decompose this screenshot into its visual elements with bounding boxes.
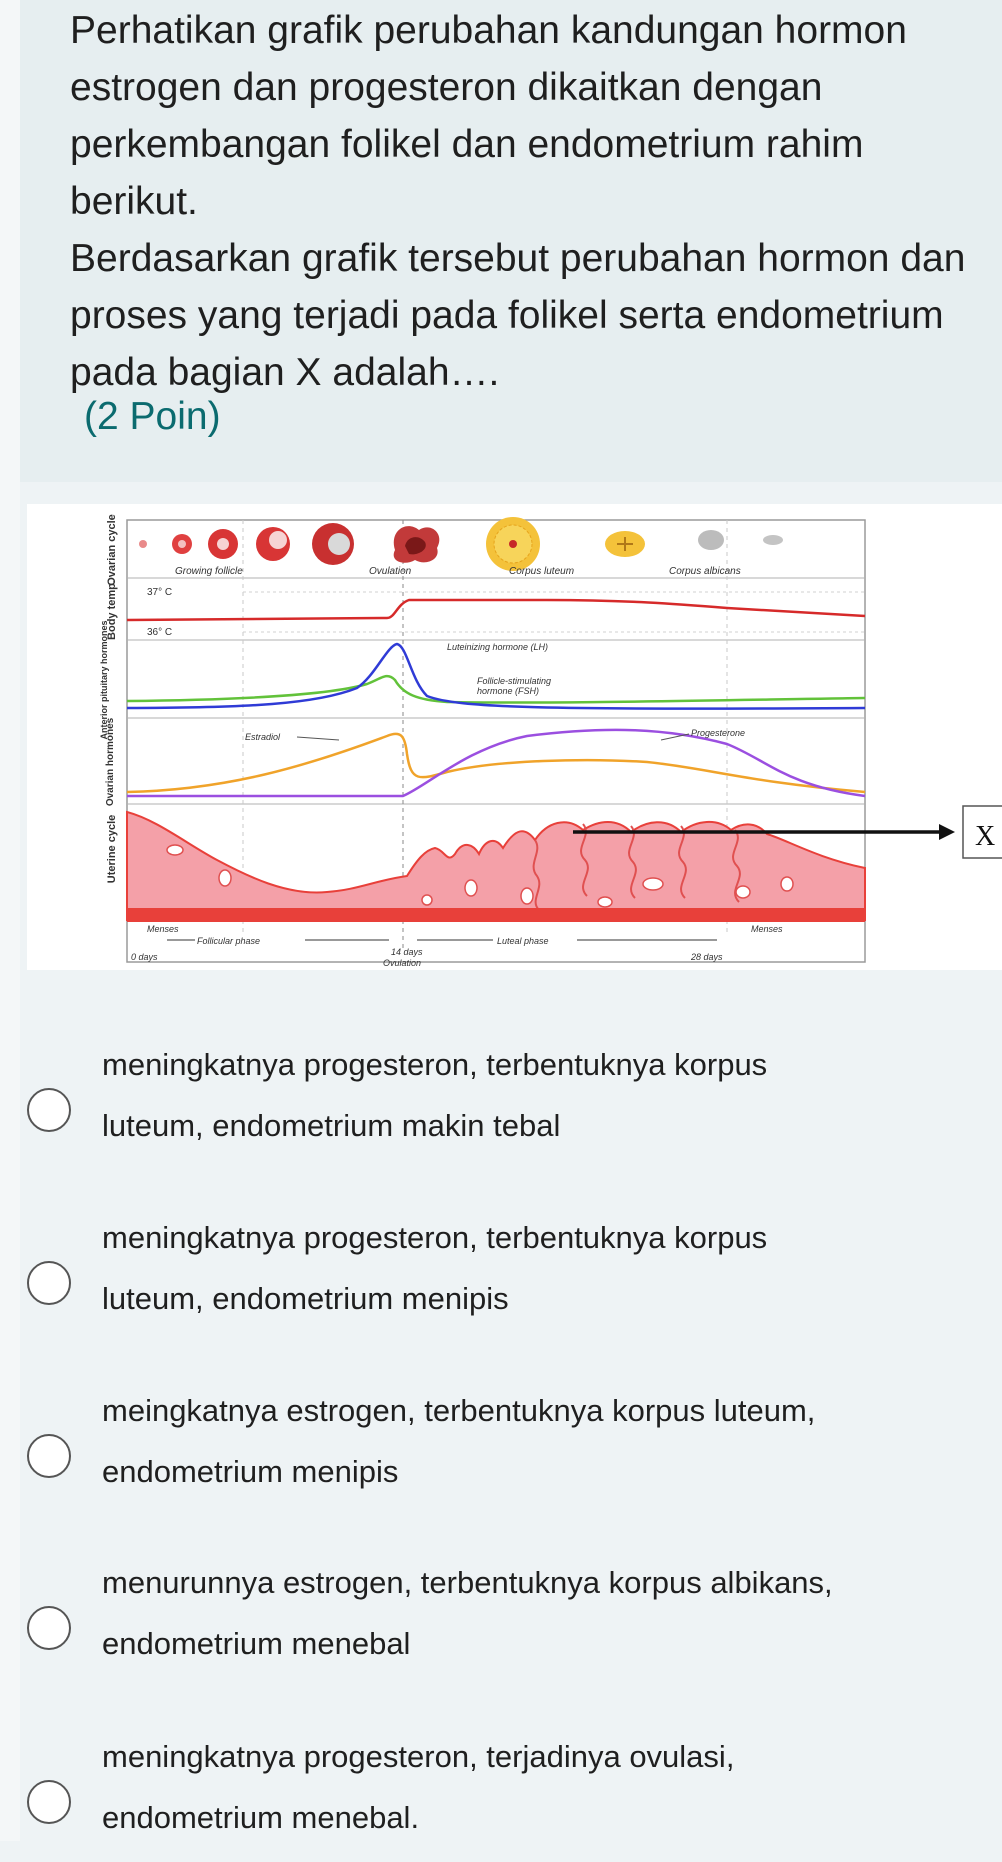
day-28-label: 28 days [691,952,723,962]
option-text[interactable] [102,1726,982,1848]
day-0-label: 0 days [131,952,158,962]
option-line: endometrium menebal. [102,1800,420,1835]
row-label-ovarian-hormones: Ovarian hormones [105,717,116,807]
menses-left-label: Menses [147,924,179,934]
fsh-label-line2: hormone (FSH) [477,686,540,696]
option-line: luteum, endometrium menipis [102,1281,509,1316]
radio-button[interactable] [27,1261,71,1305]
endometrium-base [127,908,865,922]
option-b[interactable] [0,1183,1002,1343]
question-paragraph-2: Berdasarkan grafik tersebut perubahan hormon dan proses yang terjadi pada folikel serta endometrium pada bagian X adalah…. [70,237,966,394]
menstrual-cycle-figure [27,504,1002,970]
option-text[interactable] [102,1552,982,1674]
lh-label: Luteinizing hormone (LH) [447,642,549,652]
question-text [70,2,1000,401]
option-line: meningkatnya progesteron, terbentuknya korpus [102,1047,768,1082]
question-card [20,0,1002,482]
option-line: endometrium menebal [102,1626,411,1661]
option-text[interactable] [102,1034,982,1156]
option-line: meningkatnya progesteron, terjadinya ovulasi, [102,1739,735,1774]
temp-high-label: 37° C [147,587,173,598]
radio-button[interactable] [27,1606,71,1650]
option-a[interactable] [0,1010,1002,1170]
follicular-phase-label: Follicular phase [197,936,261,946]
option-line: meingkatnya estrogen, terbentuknya korpus luteum, [102,1393,816,1428]
row-label-uterine: Uterine cycle [106,814,118,884]
fsh-label-line1: Follicle-stimulating [477,676,552,686]
option-d[interactable] [0,1528,1002,1688]
option-text[interactable] [102,1380,982,1502]
menses-right-label: Menses [751,924,783,934]
day-14-label: 14 days [391,947,423,957]
question-paragraph-1: Perhatikan grafik perubahan kandungan hormon estrogen dan progesteron dikaitkan dengan perkembangan folikel dan endometrium rahim berikut. [70,9,907,223]
stage-ovulation: Ovulation [369,566,412,577]
points-label: (2 Poin) [84,395,221,438]
row-label-ovarian-cycle: Ovarian cycle [106,514,118,586]
stage-growing-follicle: Growing follicle [175,566,243,577]
option-e[interactable] [0,1702,1002,1862]
x-marker-label: X [975,821,996,852]
ovulation-day-label: Ovulation [383,958,422,968]
radio-button[interactable] [27,1434,71,1478]
option-line: menurunnya estrogen, terbentuknya korpus albikans, [102,1565,833,1600]
option-text[interactable] [102,1207,982,1329]
option-line: meningkatnya progesteron, terbentuknya korpus [102,1220,768,1255]
progesterone-label: Progesterone [691,728,746,738]
x-marker-arrowhead [939,824,955,840]
row-label-pituitary: Anterior pituitary hormones [99,620,109,740]
radio-button[interactable] [27,1088,71,1132]
estradiol-label: Estradiol [245,732,281,742]
option-line: luteum, endometrium makin tebal [102,1108,561,1143]
row-label-body-temp: Body temp. [106,580,118,640]
luteal-phase-label: Luteal phase [497,936,549,946]
stage-corpus-luteum: Corpus luteum [509,566,575,577]
temp-low-label: 36° C [147,627,173,638]
option-line: endometrium menipis [102,1454,399,1489]
stage-corpus-albicans: Corpus albicans [669,566,741,577]
radio-button[interactable] [27,1780,71,1824]
option-c[interactable] [0,1356,1002,1516]
